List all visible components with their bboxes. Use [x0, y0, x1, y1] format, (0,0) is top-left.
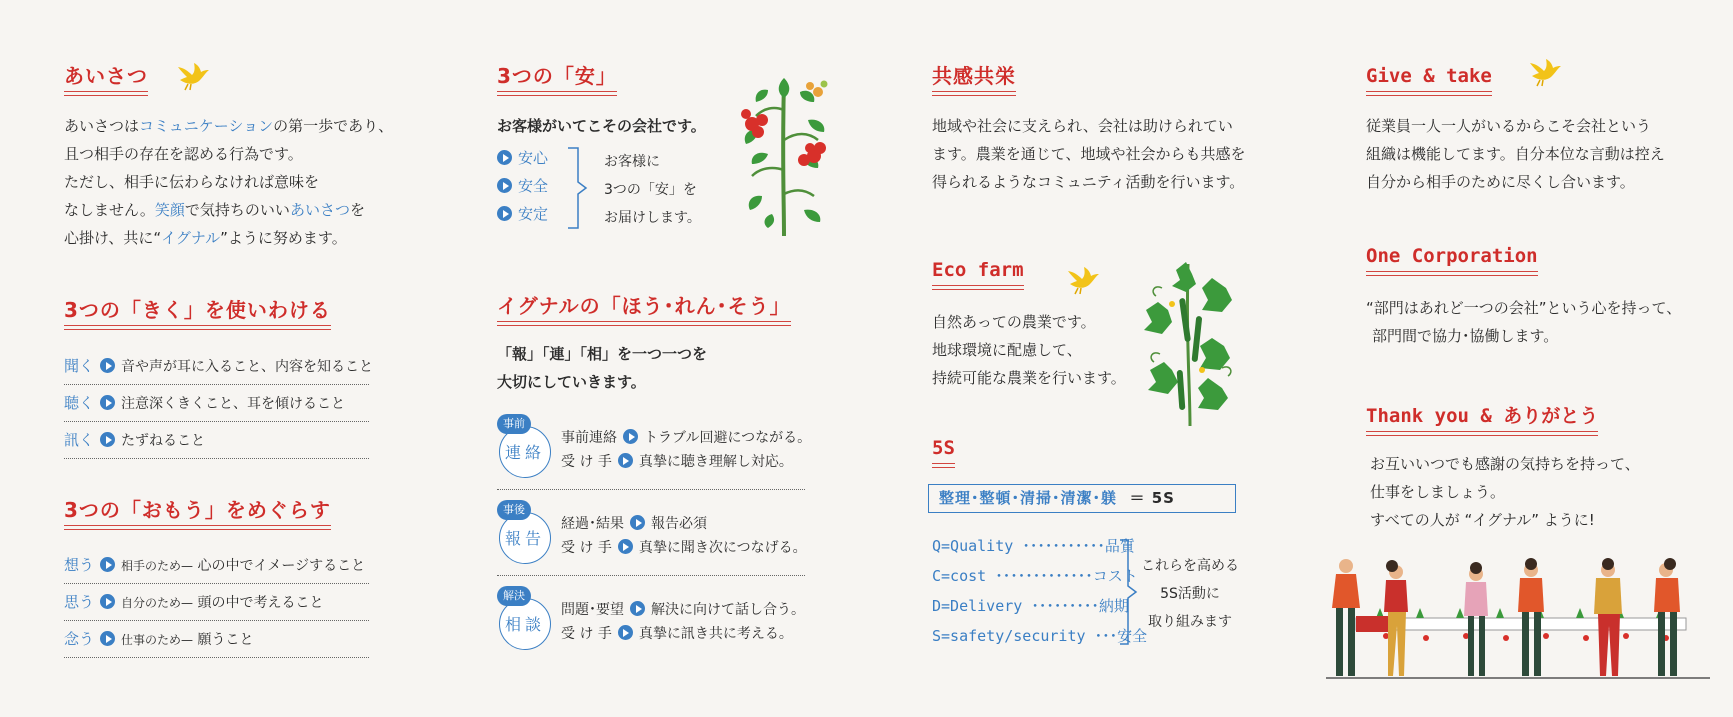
5s-note-line: 取り組みます: [1148, 614, 1232, 630]
heading-rule: [932, 91, 1016, 96]
3an-list: [497, 144, 548, 228]
speech-bubble: [497, 586, 553, 642]
omou-row: [64, 584, 369, 621]
bubble-label: 相談: [499, 598, 551, 650]
omou-title: 3つの「おもう」をめぐらす: [64, 498, 331, 522]
kiku-title: 3つの「きく」を使いわける: [64, 298, 331, 322]
play-icon: [497, 206, 512, 221]
5s-title: 5S: [932, 437, 955, 459]
hourensou-lead-line: 大切にしていきます。: [497, 373, 646, 391]
5s-list: [932, 531, 1147, 651]
play-icon: [618, 625, 633, 640]
3an-lead: お客様がいてこその会社です。: [497, 117, 706, 135]
hourensou-lead: [497, 340, 707, 396]
3an-note-line: お届けします。: [604, 210, 701, 226]
aisatsu-heading: [64, 64, 148, 96]
kiku-text: 音や声が耳に入ること、内容を知ること: [121, 359, 374, 375]
kiku-text: 注意深くきくこと、耳を傾けること: [121, 396, 346, 412]
ecofarm-body: [932, 308, 1126, 392]
omou-key: 想う: [64, 556, 95, 574]
omou-row: [64, 621, 369, 658]
5s-row: S=safety/security ･･･安全: [932, 627, 1148, 645]
bubble-tag: 事前: [497, 414, 531, 434]
kiku-row: [64, 422, 369, 459]
one-corporation-title: One Corporation: [1366, 245, 1538, 267]
give-take-line: 組織は機能してます。自分本位な言動は控え: [1366, 145, 1665, 163]
give-take-line: 従業員一人一人がいるからこそ会社という: [1366, 117, 1652, 135]
play-icon: [100, 594, 115, 609]
kiku-row: [64, 348, 374, 385]
cucumber-plant-illustration: [1142, 258, 1236, 428]
5s-heading: [932, 436, 955, 468]
play-icon: [100, 557, 115, 572]
omou-heading: [64, 498, 331, 530]
5s-note: [1140, 552, 1240, 636]
3an-item: 安定: [497, 200, 548, 228]
3an-heading: [497, 64, 617, 96]
omou-key: 思う: [64, 593, 95, 611]
kyokan-line: 地域や社会に支えられ、会社は助けられてい: [932, 117, 1233, 135]
5s-bracket: [1118, 538, 1138, 646]
heading-rule: [64, 91, 148, 96]
aisatsu-body: [64, 112, 393, 252]
omou-text: 頭の中で考えること: [197, 595, 324, 611]
5s-note-line: 5S活動に: [1160, 586, 1220, 602]
kyokan-line: 得られるようなコミュニティ活動を行います。: [932, 173, 1245, 191]
omou-small: 仕事のため—: [121, 633, 194, 647]
hourensou-line: 問題･要望 解決に向けて話し合う。: [561, 602, 805, 618]
hourensou-line: 経過･結果 報告必須: [561, 516, 707, 532]
ecofarm-heading: [932, 258, 1024, 290]
one-corporation-line: 部門間で協力･協働します。: [1372, 327, 1559, 345]
hourensou-line: 受 け 手 真摯に聴き理解し対応。: [561, 454, 793, 470]
5s-row: D=Delivery ･････････納期: [932, 597, 1129, 615]
thank-you-body: [1370, 450, 1640, 534]
5s-box: [928, 484, 1236, 513]
kiku-key: 訊く: [64, 431, 95, 449]
5s-row: Q=Quality ･･･････････品質: [932, 537, 1135, 555]
ecofarm-title: Eco farm: [932, 259, 1024, 281]
hourensou-line: 受 け 手 真摯に訊き共に考える。: [561, 626, 793, 642]
5s-box-text: 整理･整頓･清掃･清潔･躾: [939, 489, 1118, 507]
omou-small: 相手のため—: [121, 559, 194, 573]
hourensou-line: 事前連絡 トラブル回避につながる。: [561, 430, 812, 446]
hourensou-heading: [497, 294, 791, 326]
aisatsu-title: あいさつ: [64, 64, 148, 88]
aisatsu-line-5: 心掛け、共に“イグナル”ように努めます。: [64, 229, 347, 247]
hourensou-lines: [561, 512, 807, 560]
kiku-key: 聴く: [64, 394, 95, 412]
play-icon: [630, 601, 645, 616]
give-take-body: [1366, 112, 1665, 196]
omou-key: 念う: [64, 630, 95, 648]
heading-rule: [497, 91, 617, 96]
kiku-text: たずねること: [121, 433, 206, 449]
kyokan-heading: [932, 64, 1016, 96]
bubble-tag: 解決: [497, 586, 531, 606]
aisatsu-line-1: あいさつはコミュニケーションの第一歩であり、: [64, 117, 394, 135]
heading-rule: [64, 525, 331, 530]
give-take-heading: [1366, 64, 1492, 96]
thank-you-title: Thank you & ありがとう: [1366, 405, 1599, 427]
omou-text: 願うこと: [197, 632, 254, 648]
kiku-key: 聞く: [64, 357, 95, 375]
5s-box-eq: ＝ 5S: [1129, 489, 1175, 507]
play-icon: [497, 178, 512, 193]
thank-you-line: お互いいつでも感謝の気持ちを持って、: [1370, 455, 1640, 473]
3an-item: 安全: [497, 172, 548, 200]
give-take-line: 自分から相手のために尽くし合います。: [1366, 173, 1635, 191]
hourensou-line: 受 け 手 真摯に聞き次につなげる。: [561, 540, 807, 556]
one-corporation-line: “部門はあれど一つの会社”という心を持って、: [1366, 299, 1682, 317]
speech-bubble: [497, 414, 553, 470]
play-icon: [618, 453, 633, 468]
hourensou-row-houkoku: [497, 500, 805, 576]
thank-you-heading: [1366, 404, 1598, 436]
bird-icon: [176, 62, 210, 92]
kiku-row: [64, 385, 369, 422]
bubble-label: 連絡: [499, 426, 551, 478]
hourensou-row-renraku: [497, 414, 812, 490]
thank-you-line: 仕事をしましょう。: [1370, 483, 1506, 501]
hourensou-title: イグナルの「ほう･れん･そう」: [497, 294, 791, 318]
3an-bracket: [566, 146, 590, 230]
thank-you-line: すべての人が “イグナル” ように!: [1370, 511, 1595, 529]
3an-note: [604, 148, 701, 232]
3an-title: 3つの「安」: [497, 64, 617, 88]
hourensou-row-soudan: [497, 586, 805, 656]
heading-rule: [64, 325, 331, 330]
play-icon: [100, 631, 115, 646]
give-take-title: Give & take: [1366, 65, 1492, 87]
heading-rule: [1366, 431, 1598, 436]
play-icon: [630, 515, 645, 530]
ecofarm-line: 地球環境に配慮して、: [932, 341, 1082, 359]
3an-note-line: お客様に: [604, 154, 660, 170]
omou-small: 自分のため—: [121, 596, 194, 610]
heading-rule: [1366, 91, 1492, 96]
5s-note-line: これらを高める: [1141, 558, 1239, 574]
play-icon: [497, 150, 512, 165]
3an-item: 安心: [497, 144, 548, 172]
omou-text: 心の中でイメージすること: [197, 558, 366, 574]
play-icon: [618, 539, 633, 554]
ecofarm-line: 自然あっての農業です。: [932, 313, 1096, 331]
hourensou-lines: [561, 426, 811, 474]
bubble-tag: 事後: [497, 500, 531, 520]
hourensou-lines: [561, 598, 805, 646]
play-icon: [100, 395, 115, 410]
heading-rule: [1366, 271, 1538, 276]
speech-bubble: [497, 500, 553, 556]
bird-icon: [1528, 58, 1562, 88]
bubble-label: 報告: [499, 512, 551, 564]
kiku-heading: [64, 298, 331, 330]
one-corporation-body: [1366, 294, 1681, 350]
heading-rule: [932, 463, 955, 468]
bird-icon: [1066, 266, 1100, 296]
aisatsu-line-4: なしません。笑顔で気持ちのいいあいさつを: [64, 201, 365, 219]
aisatsu-line-2: 且つ相手の存在を認める行為です。: [64, 145, 303, 163]
hourensou-lead-line: 「報」「連」「相」を一つ一つを: [497, 345, 708, 363]
workers-illustration: [1326, 556, 1710, 680]
omou-row: [64, 547, 369, 584]
heading-rule: [932, 285, 1024, 290]
heading-rule: [497, 321, 791, 326]
5s-row: C=cost ･････････････コスト: [932, 567, 1138, 585]
kyokan-line: ます。農業を通じて、地域や社会からも共感を: [932, 145, 1246, 163]
kyokan-title: 共感共栄: [932, 64, 1016, 88]
3an-note-line: 3つの「安」を: [604, 182, 697, 198]
aisatsu-line-3: ただし、相手に伝わらなければ意味を: [64, 173, 320, 191]
kyokan-body: [932, 112, 1246, 196]
one-corporation-heading: [1366, 244, 1538, 276]
ecofarm-line: 持続可能な農業を行います。: [932, 369, 1126, 387]
play-icon: [100, 432, 115, 447]
play-icon: [623, 429, 638, 444]
play-icon: [100, 358, 115, 373]
tomato-plant-illustration: [738, 70, 830, 236]
